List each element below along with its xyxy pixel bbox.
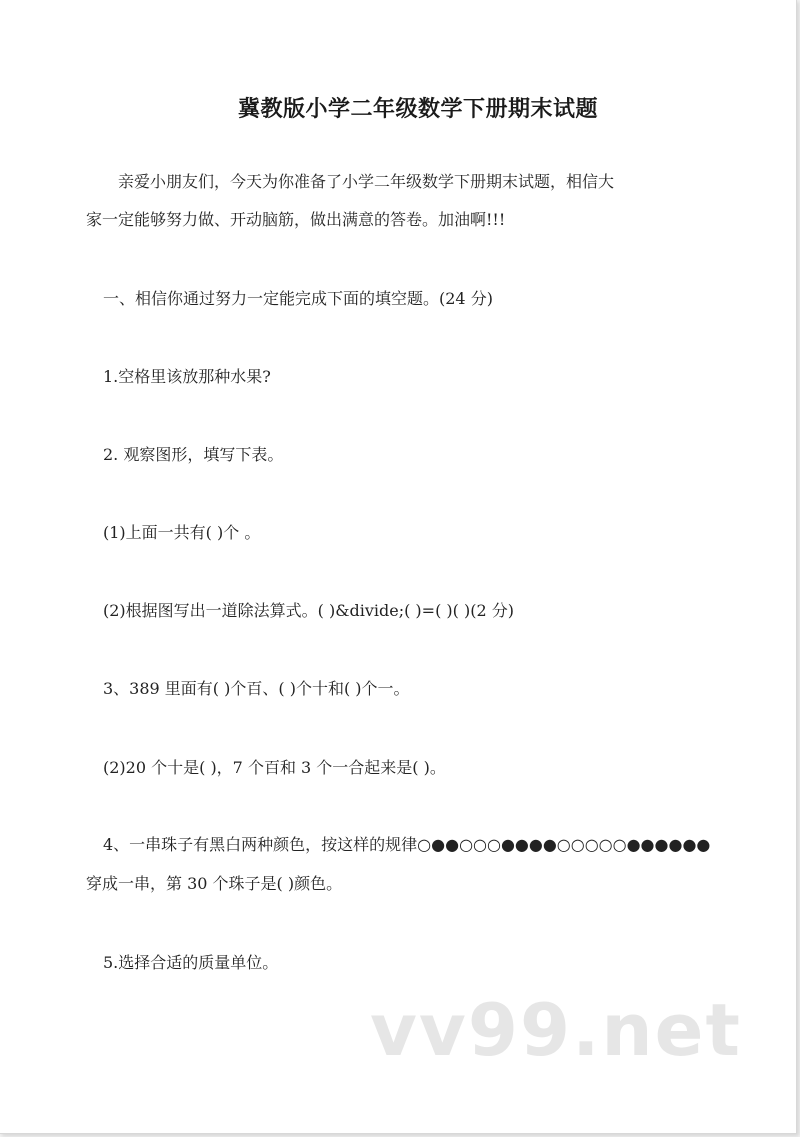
section-1-heading: 一、相信你通过努力一定能完成下面的填空题。(24 分) [103, 289, 493, 308]
question-3: 3、389 里面有( )个百、( )个十和( )个一。 [103, 679, 410, 698]
question-1: 1.空格里该放那种水果? [103, 367, 271, 386]
document-title: 冀教版小学二年级数学下册期末试题 [237, 97, 598, 122]
watermark: vv99.net [370, 988, 742, 1072]
question-2-part-2: (2)根据图写出一道除法算式。( )&divide;( )=( )( )(2 分) [103, 601, 514, 620]
intro-line-1: 亲爱小朋友们，今天为你准备了小学二年级数学下册期末试题，相信大 [118, 172, 615, 191]
question-4-line-2: 穿成一串，第 30 个珠子是( )颜色。 [86, 874, 343, 893]
question-5: 5.选择合适的质量单位。 [103, 953, 279, 972]
question-4-line-1: 4、一串珠子有黑白两种颜色，按这样的规律○●●○○○●●●●○○○○○●●●●●● [103, 835, 711, 854]
question-3-part-2: (2)20 个十是( )，7 个百和 3 个一合起来是( )。 [103, 758, 446, 777]
question-2: 2. 观察图形，填写下表。 [103, 445, 284, 464]
question-2-part-1: (1)上面一共有( )个 。 [103, 523, 261, 542]
intro-line-2: 家一定能够努力做、开动脑筋，做出满意的答卷。加油啊!!! [86, 210, 506, 229]
